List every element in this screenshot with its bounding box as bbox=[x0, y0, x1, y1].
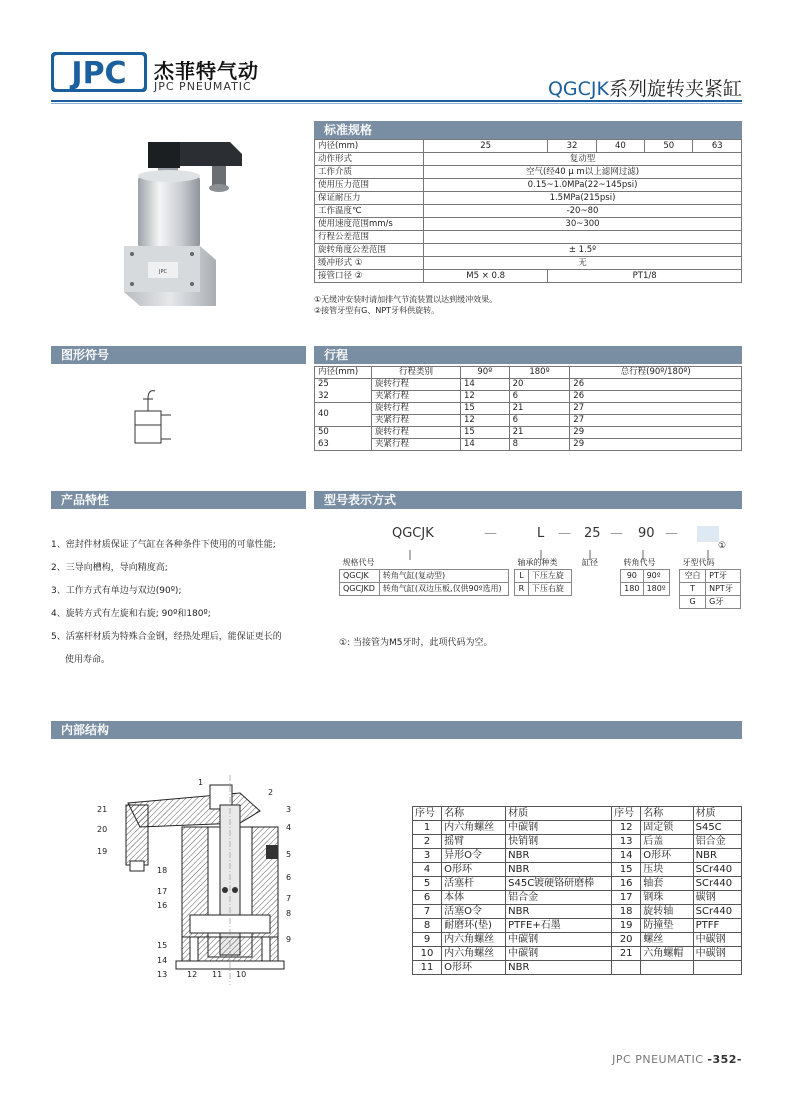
axis-code: R bbox=[515, 583, 529, 596]
stroke-row bbox=[315, 439, 742, 451]
callout-13: 13 bbox=[157, 970, 168, 979]
part-material: NBR bbox=[506, 849, 612, 863]
spec-value: 1.5MPa(215psi) bbox=[424, 192, 742, 205]
model-code: QGCJK bbox=[392, 526, 434, 541]
spec-label: 使用压力范围 bbox=[315, 179, 424, 192]
thread-desc: PT牙 bbox=[706, 570, 741, 583]
stroke-row bbox=[315, 427, 742, 439]
part-name: 防撞垫 bbox=[641, 919, 693, 933]
part-no: 4 bbox=[413, 863, 442, 877]
part-material: 中碳钢 bbox=[506, 821, 612, 835]
part-material: NBR bbox=[506, 905, 612, 919]
stroke-header: 总行程(90º/180º) bbox=[570, 367, 742, 379]
spec-value: 空气(经40 μ m以上滤网过滤) bbox=[424, 166, 742, 179]
stroke-bore: 25 bbox=[315, 379, 372, 391]
part-no: 6 bbox=[413, 891, 442, 905]
part-name: 六角螺帽 bbox=[641, 947, 693, 961]
part-name: 活塞O令 bbox=[442, 905, 506, 919]
features-list bbox=[51, 538, 313, 667]
feature-item: 3、工作方式有单边与双边(90º); bbox=[51, 586, 182, 596]
part-name: 内六角螺丝 bbox=[442, 821, 506, 835]
stroke-total: 26 bbox=[570, 391, 742, 403]
stroke-header: 行程类别 bbox=[372, 367, 461, 379]
callout-19: 19 bbox=[97, 847, 108, 856]
parts-header: 序号 bbox=[413, 807, 442, 821]
stroke-type: 夹紧行程 bbox=[372, 415, 461, 427]
model-circle-note: ① bbox=[718, 541, 727, 551]
stroke-type: 夹紧行程 bbox=[372, 391, 461, 403]
spec-value: M5 × 0.8 bbox=[424, 270, 548, 283]
callout-15: 15 bbox=[157, 941, 168, 950]
spec-code-table bbox=[339, 557, 509, 596]
parts-header: 序号 bbox=[612, 807, 641, 821]
spec-value: 30~300 bbox=[424, 218, 742, 231]
spec-row bbox=[315, 192, 742, 205]
part-material: NBR bbox=[506, 961, 612, 975]
callout-8: 8 bbox=[286, 909, 292, 918]
footer-brand: JPC PNEUMATIC bbox=[612, 1053, 704, 1066]
part-name: 螺丝 bbox=[641, 933, 693, 947]
stroke-header-row bbox=[315, 367, 742, 379]
part-name bbox=[641, 961, 693, 975]
stroke-v180: 21 bbox=[509, 427, 570, 439]
series-code: QGCJK bbox=[547, 78, 609, 100]
callout-3: 3 bbox=[286, 805, 292, 814]
axis-code-row bbox=[515, 583, 572, 596]
parts-row bbox=[413, 947, 742, 961]
stroke-v90: 14 bbox=[461, 439, 510, 451]
symbol-section-bar: 图形符号 bbox=[51, 346, 306, 364]
thread-code-table bbox=[679, 557, 741, 609]
stroke-total: 29 bbox=[570, 427, 742, 439]
cross-section-drawing bbox=[90, 775, 310, 985]
callout-5: 5 bbox=[286, 850, 292, 859]
part-no: 14 bbox=[612, 849, 641, 863]
stroke-v90: 12 bbox=[461, 391, 510, 403]
part-name: 摇臂 bbox=[442, 835, 506, 849]
thread-code-header: 牙型代码 bbox=[680, 557, 741, 570]
part-name: O形环 bbox=[442, 961, 506, 975]
part-material: 中碳钢 bbox=[693, 933, 741, 947]
spec-label: 工作温度℃ bbox=[315, 205, 424, 218]
parts-row bbox=[413, 891, 742, 905]
model-angle: 90 bbox=[638, 526, 655, 541]
part-material: SCr440 bbox=[693, 905, 741, 919]
part-name: O形环 bbox=[641, 849, 693, 863]
thread-code-row bbox=[680, 596, 741, 609]
stroke-total: 27 bbox=[570, 415, 742, 427]
thread-code: T bbox=[680, 583, 706, 596]
model-dash-4: — bbox=[665, 526, 678, 541]
stroke-v90: 12 bbox=[461, 415, 510, 427]
part-no: 16 bbox=[612, 877, 641, 891]
part-name: 旋转轴 bbox=[641, 905, 693, 919]
series-name: 系列旋转夹紧缸 bbox=[608, 78, 742, 100]
parts-table bbox=[412, 806, 742, 975]
stroke-v90: 15 bbox=[461, 427, 510, 439]
feature-item: 2、三导向槽构，导向精度高; bbox=[51, 563, 168, 573]
spec-code: QGCJKD bbox=[340, 583, 380, 596]
footer bbox=[612, 1053, 742, 1066]
spec-value: 无 bbox=[424, 257, 742, 270]
part-name: 耐磨环(垫) bbox=[442, 919, 506, 933]
part-name: 钢珠 bbox=[641, 891, 693, 905]
model-bore: 25 bbox=[584, 526, 601, 541]
spec-row bbox=[315, 179, 742, 192]
spec-label: 动作形式 bbox=[315, 153, 424, 166]
brand-logo bbox=[51, 52, 147, 92]
pneumatic-symbol bbox=[125, 385, 185, 455]
spec-label: 旋转角度公差范围 bbox=[315, 244, 424, 257]
angle-code-row bbox=[621, 583, 670, 596]
part-no: 19 bbox=[612, 919, 641, 933]
callout-9: 9 bbox=[286, 935, 292, 944]
brand-name-en: JPC PNEUMATIC bbox=[154, 80, 252, 93]
stroke-type: 旋转行程 bbox=[372, 379, 461, 391]
callout-11: 11 bbox=[212, 970, 223, 979]
spec-label: 保证耐压力 bbox=[315, 192, 424, 205]
callout-14: 14 bbox=[157, 956, 168, 965]
part-material: S45C bbox=[693, 821, 741, 835]
part-material: PTFF bbox=[693, 919, 741, 933]
parts-row bbox=[413, 877, 742, 891]
part-material: 碳钢 bbox=[693, 891, 741, 905]
stroke-row bbox=[315, 403, 742, 415]
part-no: 20 bbox=[612, 933, 641, 947]
bore-32: 32 bbox=[548, 140, 596, 153]
part-name: 内六角螺丝 bbox=[442, 933, 506, 947]
spec-label: 使用速度范围mm/s bbox=[315, 218, 424, 231]
spec-note-1: ①无缓冲安装时请加排气节流装置以达到缓冲效果。 bbox=[314, 295, 498, 304]
feature-item: 1、密封件材质保证了气缸在各种条件下使用的可靠性能; bbox=[51, 540, 276, 550]
part-material: PTFE+石墨 bbox=[506, 919, 612, 933]
model-dash-3: — bbox=[610, 526, 623, 541]
spec-row bbox=[315, 205, 742, 218]
thread-code: G bbox=[680, 596, 706, 609]
part-material: NBR bbox=[506, 863, 612, 877]
spec-header-row bbox=[315, 140, 742, 153]
stroke-type: 旋转行程 bbox=[372, 403, 461, 415]
axis-code-header: 轴承的种类 bbox=[515, 557, 572, 570]
angle-desc: 180º bbox=[643, 583, 669, 596]
callout-10: 10 bbox=[236, 970, 247, 979]
spec-desc: 转角气缸(双边压板,仅供90º选用) bbox=[379, 583, 508, 596]
spec-value: -20~80 bbox=[424, 205, 742, 218]
callout-16: 16 bbox=[157, 901, 168, 910]
thread-desc: NPT牙 bbox=[706, 583, 741, 596]
thread-code-row bbox=[680, 583, 741, 596]
spec-value: 复动型 bbox=[424, 153, 742, 166]
thread-code-row bbox=[680, 570, 741, 583]
callout-21: 21 bbox=[97, 805, 108, 814]
spec-section-bar: 标准规格 bbox=[314, 121, 742, 139]
part-no: 13 bbox=[612, 835, 641, 849]
part-material: NBR bbox=[693, 849, 741, 863]
part-material: 铝合金 bbox=[506, 891, 612, 905]
axis-code: L bbox=[515, 570, 529, 583]
part-material: SCr440 bbox=[693, 863, 741, 877]
angle-code-table bbox=[620, 557, 670, 596]
parts-row bbox=[413, 863, 742, 877]
spec-value bbox=[424, 231, 742, 244]
callout-4: 4 bbox=[286, 823, 292, 832]
model-dash-1: — bbox=[484, 526, 497, 541]
part-material: 中碳钢 bbox=[506, 947, 612, 961]
part-no: 12 bbox=[612, 821, 641, 835]
part-no: 9 bbox=[413, 933, 442, 947]
parts-row bbox=[413, 835, 742, 849]
part-material: S45C镀硬铬研磨棒 bbox=[506, 877, 612, 891]
stroke-v180: 6 bbox=[509, 415, 570, 427]
callout-2: 2 bbox=[268, 788, 274, 797]
spec-label: 行程公差范围 bbox=[315, 231, 424, 244]
part-name: 轴套 bbox=[641, 877, 693, 891]
part-name: 固定锁 bbox=[641, 821, 693, 835]
part-material bbox=[693, 961, 741, 975]
part-no bbox=[612, 961, 641, 975]
spec-row bbox=[315, 153, 742, 166]
stroke-v180: 6 bbox=[509, 391, 570, 403]
stroke-v180: 8 bbox=[509, 439, 570, 451]
part-no: 8 bbox=[413, 919, 442, 933]
stroke-v90: 14 bbox=[461, 379, 510, 391]
spec-value: 0.15~1.0MPa(22~145psi) bbox=[424, 179, 742, 192]
spec-row bbox=[315, 244, 742, 257]
stroke-total: 27 bbox=[570, 403, 742, 415]
parts-header: 材质 bbox=[693, 807, 741, 821]
angle-desc: 90º bbox=[643, 570, 669, 583]
spec-row bbox=[315, 218, 742, 231]
feature-item: 5、活塞杆材质为特殊合金钢，经热处理后，能保证更长的 bbox=[51, 632, 282, 642]
spec-note-2: ②接管牙型有G、NPT牙科供旋转。 bbox=[314, 306, 440, 315]
parts-header: 名称 bbox=[641, 807, 693, 821]
stroke-type: 夹紧行程 bbox=[372, 439, 461, 451]
callout-20: 20 bbox=[97, 825, 108, 834]
stroke-v90: 15 bbox=[461, 403, 510, 415]
spec-port-row bbox=[315, 270, 742, 283]
angle-code-row bbox=[621, 570, 670, 583]
callout-7: 7 bbox=[286, 894, 292, 903]
stroke-total: 26 bbox=[570, 379, 742, 391]
part-material: 中碳钢 bbox=[693, 947, 741, 961]
part-name: 后盖 bbox=[641, 835, 693, 849]
logo-text: JPC bbox=[71, 56, 127, 91]
stroke-total: 29 bbox=[570, 439, 742, 451]
series-title bbox=[548, 74, 742, 101]
stroke-bore: 32 bbox=[315, 391, 372, 403]
stroke-type: 旋转行程 bbox=[372, 427, 461, 439]
model-thread-box bbox=[697, 526, 719, 542]
part-no: 2 bbox=[413, 835, 442, 849]
spec-row bbox=[315, 231, 742, 244]
part-name: 活塞杆 bbox=[442, 877, 506, 891]
stroke-row bbox=[315, 391, 742, 403]
part-no: 18 bbox=[612, 905, 641, 919]
spec-row bbox=[315, 257, 742, 270]
parts-row bbox=[413, 821, 742, 835]
parts-row bbox=[413, 849, 742, 863]
part-no: 5 bbox=[413, 877, 442, 891]
internal-section-bar: 内部结构 bbox=[51, 721, 742, 739]
spec-code: QGCJK bbox=[340, 570, 380, 583]
angle-code: 90 bbox=[621, 570, 644, 583]
spec-label: 接管口径 ② bbox=[315, 270, 424, 283]
model-axis: L bbox=[537, 526, 545, 541]
header-rule-thin bbox=[51, 103, 742, 104]
parts-header: 材质 bbox=[506, 807, 612, 821]
angle-code-header: 转角代号 bbox=[621, 557, 670, 570]
part-name: O形环 bbox=[442, 863, 506, 877]
stroke-section-bar: 行程 bbox=[314, 346, 742, 364]
part-no: 17 bbox=[612, 891, 641, 905]
part-name: 异形O令 bbox=[442, 849, 506, 863]
callout-18: 18 bbox=[157, 866, 168, 875]
axis-desc: 下压左旋 bbox=[528, 570, 571, 583]
spec-notes bbox=[314, 294, 497, 316]
parts-header: 名称 bbox=[442, 807, 506, 821]
part-material: 中碳钢 bbox=[506, 933, 612, 947]
spec-code-row bbox=[340, 570, 509, 583]
stroke-header: 180º bbox=[509, 367, 570, 379]
part-no: 7 bbox=[413, 905, 442, 919]
part-no: 11 bbox=[413, 961, 442, 975]
part-no: 10 bbox=[413, 947, 442, 961]
model-note: ①: 当接管为M5牙时，此项代码为空。 bbox=[339, 638, 493, 648]
part-no: 15 bbox=[612, 863, 641, 877]
stroke-bore: 50 bbox=[315, 427, 372, 439]
stroke-v180: 21 bbox=[509, 403, 570, 415]
spec-row bbox=[315, 166, 742, 179]
spec-label: 缓冲形式 ① bbox=[315, 257, 424, 270]
stroke-bore: 40 bbox=[315, 403, 372, 427]
part-no: 21 bbox=[612, 947, 641, 961]
axis-code-table bbox=[514, 557, 572, 596]
bore-40: 40 bbox=[596, 140, 644, 153]
angle-code: 180 bbox=[621, 583, 644, 596]
features-section-bar: 产品特性 bbox=[51, 491, 306, 509]
stroke-header: 90º bbox=[461, 367, 510, 379]
bore-63: 63 bbox=[693, 140, 742, 153]
stroke-header: 内径(mm) bbox=[315, 367, 372, 379]
product-photo bbox=[118, 128, 248, 308]
callout-12: 12 bbox=[187, 970, 198, 979]
svg-text:JPC: JPC bbox=[159, 269, 167, 275]
part-no: 1 bbox=[413, 821, 442, 835]
part-name: 压块 bbox=[641, 863, 693, 877]
spec-label: 工作介质 bbox=[315, 166, 424, 179]
part-material: 快销钢 bbox=[506, 835, 612, 849]
feature-item: 使用寿命。 bbox=[65, 655, 111, 665]
thread-code: 空白 bbox=[680, 570, 706, 583]
spec-code-row bbox=[340, 583, 509, 596]
parts-row bbox=[413, 961, 742, 975]
stroke-bore: 63 bbox=[315, 439, 372, 451]
thread-desc: G牙 bbox=[706, 596, 741, 609]
spec-header-label: 内径(mm) bbox=[315, 140, 424, 153]
parts-row bbox=[413, 933, 742, 947]
feature-item: 4、旋转方式有左旋和右旋; 90º和180º; bbox=[51, 609, 211, 619]
parts-row bbox=[413, 919, 742, 933]
model-section-bar: 型号表示方式 bbox=[314, 491, 742, 509]
spec-value: PT1/8 bbox=[548, 270, 742, 283]
part-material: SCr440 bbox=[693, 877, 741, 891]
spec-table bbox=[314, 139, 742, 283]
callout-6: 6 bbox=[286, 873, 292, 882]
model-dash-2: — bbox=[558, 526, 571, 541]
header-rule bbox=[51, 100, 742, 102]
spec-value: ± 1.5º bbox=[424, 244, 742, 257]
brand-name-cn: 杰菲特气动 bbox=[154, 59, 259, 83]
spec-desc: 转角气缸(复动型) bbox=[379, 570, 508, 583]
stroke-row bbox=[315, 379, 742, 391]
parts-header-row bbox=[413, 807, 742, 821]
part-name: 内六角螺丝 bbox=[442, 947, 506, 961]
part-no: 3 bbox=[413, 849, 442, 863]
bore-50: 50 bbox=[645, 140, 693, 153]
axis-desc: 下压右旋 bbox=[528, 583, 571, 596]
callout-17: 17 bbox=[157, 887, 168, 896]
parts-row bbox=[413, 905, 742, 919]
axis-code-row bbox=[515, 570, 572, 583]
page-number: -352- bbox=[707, 1053, 742, 1066]
part-material: 铝合金 bbox=[693, 835, 741, 849]
spec-code-header: 规格代号 bbox=[340, 557, 509, 570]
stroke-table bbox=[314, 366, 742, 451]
model-connectors bbox=[398, 545, 738, 555]
stroke-v180: 20 bbox=[509, 379, 570, 391]
bore-25: 25 bbox=[424, 140, 548, 153]
callout-1: 1 bbox=[198, 778, 204, 787]
stroke-row bbox=[315, 415, 742, 427]
bore-code-header: 缸径 bbox=[582, 558, 598, 567]
part-name: 本体 bbox=[442, 891, 506, 905]
